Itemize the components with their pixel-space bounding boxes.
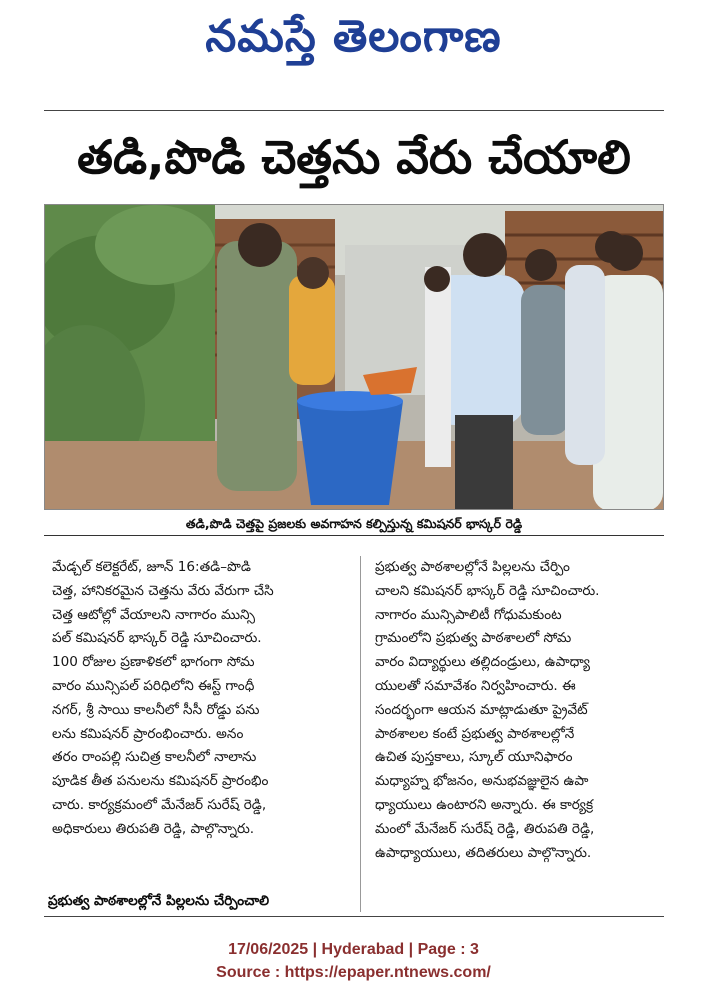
article-bottom-rule xyxy=(44,916,664,917)
article-line: పూడిక తీత పనులను కమిషనర్ ప్రారంభిం xyxy=(52,773,269,790)
article-line: లను కమిషనర్ ప్రారంభించారు. అనం xyxy=(52,725,244,742)
footer-source-link[interactable]: Source : https://epaper.ntnews.com/ xyxy=(216,964,491,981)
article-subheading: ప్రభుత్వ పాఠశాలల్లోనే పిల్లలను చేర్పించాలి xyxy=(48,893,270,909)
article-line: సందర్భంగా ఆయన మాట్లాడుతూ ప్రైవేట్ xyxy=(375,701,588,718)
article-line: చెత్త, హానికరమైన చెత్తను వేరు వేరుగా చేసి xyxy=(52,582,274,599)
article-line: ఉపాధ్యాయులు, తదితరులు పాల్గొన్నారు. xyxy=(375,844,592,861)
article-line: ధ్యాయులు ఉంటారని అన్నారు. ఈ కార్యక్ర xyxy=(375,796,594,813)
article-line: పల్ కమిషనర్ భాస్కర్ రెడ్డి సూచించారు. xyxy=(52,630,262,647)
article-line: తరం రాంపల్లి సుచిత్ర కాలనీలో నాలాను xyxy=(52,749,257,766)
article-line: వారం మున్సిపల్ పరిధిలోని ఈస్ట్ గాంధీ xyxy=(52,677,255,694)
masthead-rule xyxy=(44,110,664,111)
article-line: చారు. కార్యక్రమంలో మేనేజర్ సురేష్ రెడ్డి, xyxy=(52,796,267,813)
photo-caption: తడి,పొడి చెత్తపై ప్రజలకు అవగాహన కల్పిస్తున్న కమిషనర్ భాస్కర్ రెడ్డి xyxy=(44,512,664,536)
article-line: చాలని కమిషనర్ భాస్కర్ రెడ్డి సూచించారు. xyxy=(375,582,600,599)
photo-illustration xyxy=(45,205,664,510)
article-line: నగర్, శ్రీ సాయి కాలనీలో సీసీ రోడ్డు పను xyxy=(52,701,260,718)
column-divider xyxy=(360,556,361,912)
article-line: యులతో సమావేశం నిర్వహించారు. ఈ xyxy=(375,677,576,694)
article-column-right xyxy=(375,556,667,865)
article-line: చెత్త ఆటోల్లో వేయాలని నాగారం మున్సి xyxy=(52,606,256,623)
article-line: నాగారం మున్సిపాలిటీ గోధుమకుంట xyxy=(375,606,562,623)
article-line: మేడ్చల్ కలెక్టరేట్, జూన్ 16:తడి–పొడి xyxy=(52,559,251,575)
article-line: వారం విద్యార్థులు తల్లిదండ్రులు, ఉపాధ్యా xyxy=(375,654,590,671)
article-line: పాఠశాలల కంటే ప్రభుత్వ పాఠశాలల్లోనే xyxy=(375,725,575,742)
article-line: ఉచిత పుస్తకాలు, స్కూల్ యూనిఫారం xyxy=(375,749,573,766)
newspaper-masthead: నమస్తే తెలంగాణ xyxy=(205,11,502,62)
article-line: ప్రభుత్వ పాఠశాలల్లోనే పిల్లలను చేర్పిం xyxy=(375,559,570,575)
article-headline: తడి,పొడి చెత్తను వేరు చేయాలి xyxy=(77,130,631,184)
article-column-left xyxy=(52,556,347,842)
article-line: గ్రామంలోని ప్రభుత్వ పాఠశాలలో సోమ xyxy=(375,630,572,647)
article-line: మధ్యాహ్న భోజనం, అనుభవజ్ఞులైన ఉపా xyxy=(375,773,589,790)
footer-dateline: 17/06/2025 | Hyderabad | Page : 3 xyxy=(228,941,479,958)
article-line: మంలో మేనేజర్ సురేష్ రెడ్డి, తిరుపతి రెడ్డి, xyxy=(375,820,595,837)
article-line: అధికారులు తిరుపతి రెడ్డి, పాల్గొన్నారు. xyxy=(52,820,255,837)
news-photo xyxy=(44,204,664,510)
article-line: 100 రోజుల ప్రణాళికలో భాగంగా సోమ xyxy=(52,654,255,671)
